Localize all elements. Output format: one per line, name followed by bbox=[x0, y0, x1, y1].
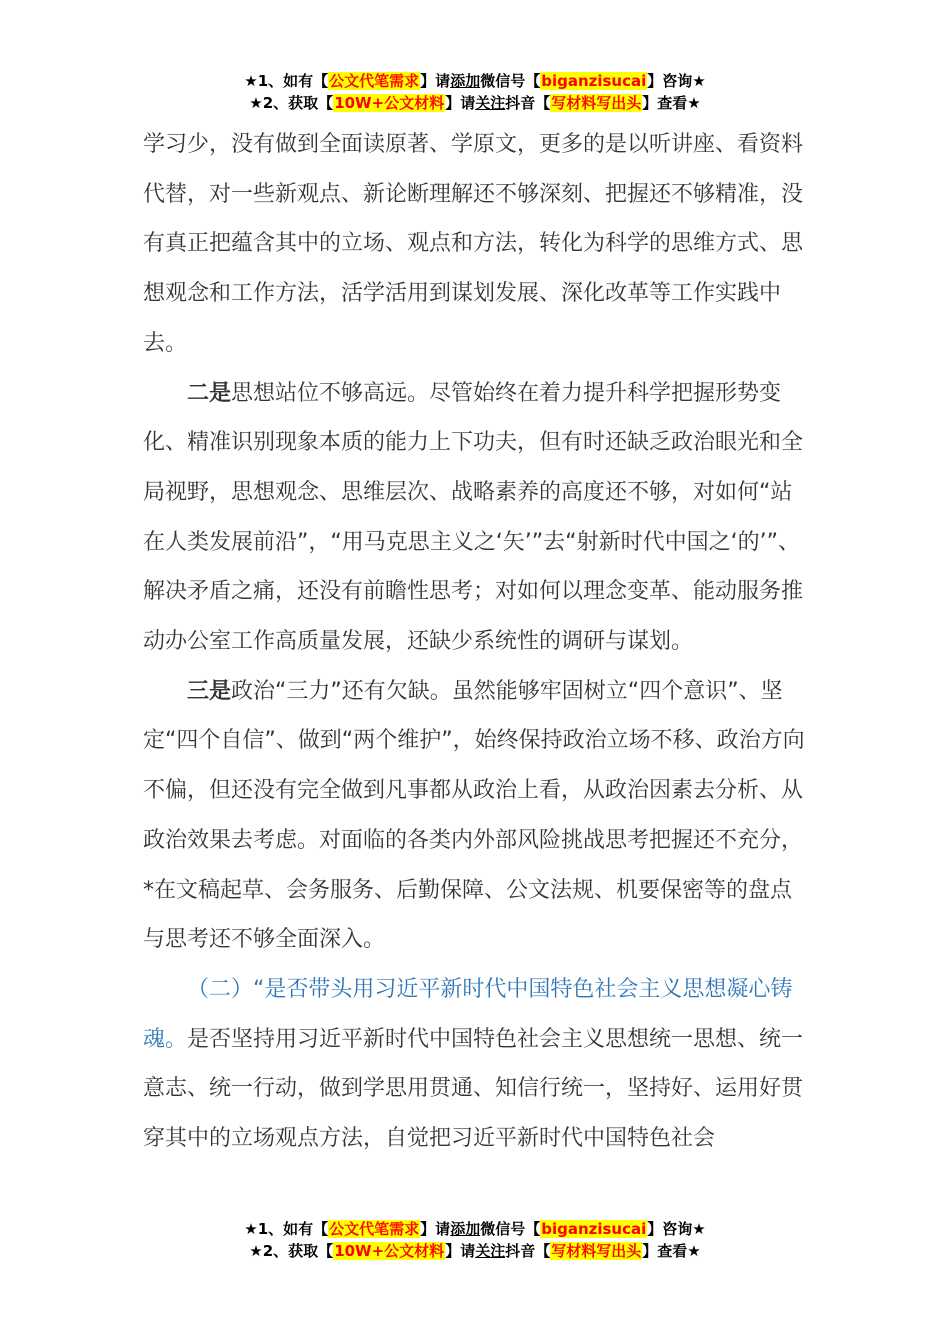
highlight-text: 公文代笔需求 bbox=[329, 72, 420, 90]
paragraph-text: 是否坚持用习近平新时代中国特色社会主义思想统一思想、统一意志、统一行动，做到学思用贯通、知信行统一，坚持好、运用好贯穿其中的立场观点方法，自觉把习近平新时代中国特色社会 bbox=[143, 1026, 804, 1152]
paragraph-text: 政治“三力”还有欠缺。虽然能够牢固树立“四个意识”、坚定“四个自信”、做到“两个维护”，始终保持政治立场不移、政治方向不偏，但还没有完全做到凡事都从政治上看，从政治因素去分析、从政治效果去考虑。对面临的各类内外部风险挑战思考把握还不充分，*在文稿起草、会务服务、后勤保障、公文法规、机要保密等的盘点与思考还不够全面深入。 bbox=[143, 678, 805, 953]
highlight-text: 公文代笔需求 bbox=[329, 1220, 420, 1238]
footer-banner bbox=[0, 1218, 950, 1262]
douyin-id: 写材料写出头 bbox=[551, 94, 642, 112]
banner-text: 】咨询★ bbox=[647, 72, 706, 90]
banner-text: 】请 bbox=[420, 1220, 451, 1238]
banner-text: ★2、获取【 bbox=[249, 94, 334, 112]
banner-text: 】请 bbox=[420, 72, 451, 90]
paragraph-2 bbox=[143, 369, 811, 667]
banner-text: 】查看★ bbox=[642, 94, 701, 112]
highlight-text: 10W+公文材料 bbox=[334, 1242, 445, 1260]
banner-text: ★1、如有【 bbox=[244, 1220, 329, 1238]
banner-text: 】咨询★ bbox=[647, 1220, 706, 1238]
banner-text: 微信号【 bbox=[480, 72, 541, 90]
banner-text: 微信号【 bbox=[480, 1220, 541, 1238]
section-heading: （二）“是否带头用习近平新时代中国特色社会主义思想凝心铸魂。 bbox=[143, 976, 793, 1052]
banner-text: ★1、如有【 bbox=[244, 72, 329, 90]
banner-text: 抖音【 bbox=[505, 1242, 551, 1260]
banner-text: 】查看★ bbox=[642, 1242, 701, 1260]
douyin-id: 写材料写出头 bbox=[551, 1242, 642, 1260]
banner-line-1 bbox=[0, 70, 950, 92]
paragraph-4 bbox=[143, 965, 811, 1164]
wechat-id: biganzisucai bbox=[541, 1220, 647, 1238]
paragraph-lead: 三是 bbox=[187, 678, 232, 704]
paragraph-1: 学习少，没有做到全面读原著、学原文，更多的是以听讲座、看资料代替，对一些新观点、新论断理解还不够深刻、把握还不够精准，没有真正把蕴含其中的立场、观点和方法，转化为科学的思维方式、思想观念和工作方法，活学活用到谋划发展、深化改革等工作实践中去。 bbox=[143, 132, 804, 356]
banner-line-1 bbox=[0, 1218, 950, 1240]
banner-text: 抖音【 bbox=[505, 94, 551, 112]
highlight-text: 10W+公文材料 bbox=[334, 94, 445, 112]
underlined-text: 添加 bbox=[450, 72, 481, 90]
underlined-text: 添加 bbox=[450, 1220, 481, 1238]
paragraph-text: 思想站位不够高远。尽管始终在着力提升科学把握形势变化、精准识别现象本质的能力上下功夫，但有时还缺乏政治眼光和全局视野，思想观念、思维层次、战略素养的高度还不够，对如何“站在人类发展前沿”，“用马克思主义之‘矢’”去“射新时代中国之‘的’”、解决矛盾之痛，还没有前瞻性思考；对如何以理念变革、能动服务推动办公室工作高质量发展，还缺少系统性的调研与谋划。 bbox=[143, 380, 804, 655]
wechat-id: biganzisucai bbox=[541, 72, 647, 90]
paragraph-3 bbox=[143, 667, 811, 965]
banner-text: 】请 bbox=[445, 1242, 476, 1260]
header-banner bbox=[0, 70, 950, 114]
banner-text: 】请 bbox=[445, 94, 476, 112]
banner-line-2 bbox=[0, 92, 950, 114]
underlined-text: 关注 bbox=[475, 94, 506, 112]
paragraph-lead: 二是 bbox=[187, 380, 232, 406]
banner-line-2 bbox=[0, 1240, 950, 1262]
document-body bbox=[143, 120, 811, 1164]
banner-text: ★2、获取【 bbox=[249, 1242, 334, 1260]
underlined-text: 关注 bbox=[475, 1242, 506, 1260]
